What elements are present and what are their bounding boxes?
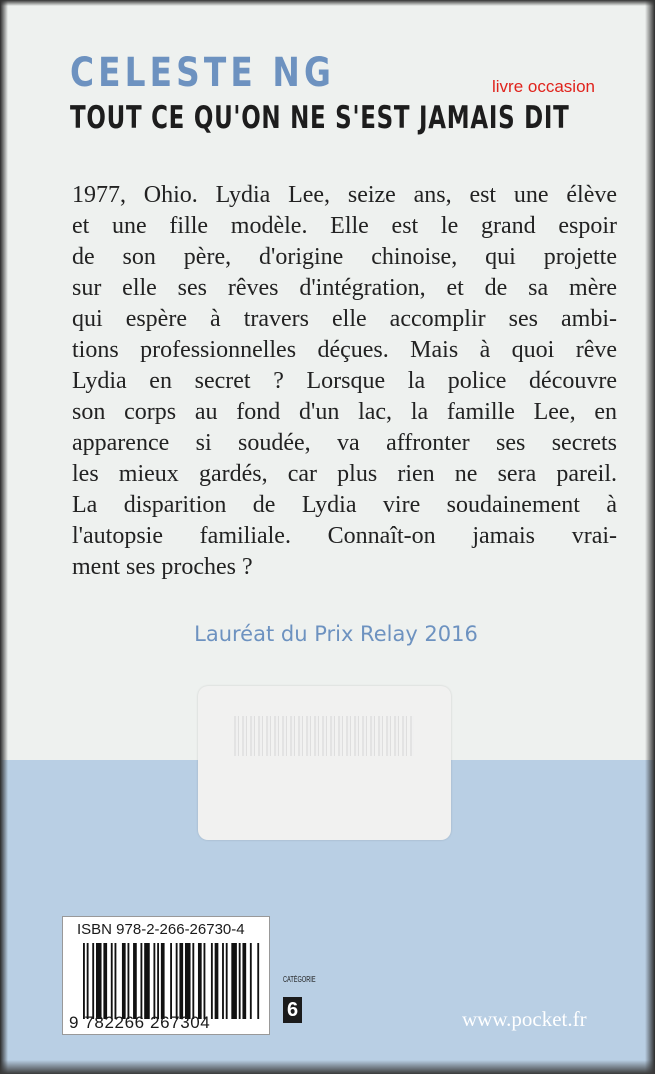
barcode-bar: [87, 943, 89, 1019]
barcode-bar: [204, 943, 206, 1019]
photo-edge-bottom: [0, 1060, 655, 1074]
sticker-barcode-residue: [234, 716, 414, 756]
price-sticker-residue: [198, 686, 451, 840]
watermark-label: livre occasion: [492, 77, 595, 96]
barcode-bar: [161, 943, 165, 1019]
photo-edge-top: [0, 0, 655, 6]
barcode-bar: [133, 943, 137, 1019]
synopsis-line: de son père, d'origine chinoise, qui projette: [72, 244, 617, 270]
barcode-bar: [222, 943, 224, 1019]
barcode-bar: [176, 943, 178, 1019]
barcode-bar: [226, 943, 228, 1019]
synopsis-line: apparence si soudée, va affronter ses secrets: [72, 430, 617, 456]
barcode-bar: [153, 943, 155, 1019]
barcode-bar: [111, 943, 113, 1019]
barcode-bar: [92, 943, 94, 1019]
barcode-bar: [250, 943, 252, 1019]
category-label: CATÉGORIE: [283, 975, 316, 984]
barcode-bar: [179, 943, 183, 1019]
publisher-website: www.pocket.fr: [462, 1007, 587, 1031]
barcode-bar: [83, 943, 85, 1019]
barcode-bar: [192, 943, 194, 1019]
barcode-bar: [115, 943, 117, 1019]
synopsis-line: l'autopsie familiale. Connaît-on jamais vrai-: [72, 523, 617, 549]
barcode-bar: [231, 943, 237, 1019]
barcode-bar: [198, 943, 202, 1019]
synopsis-line: ment ses proches ?: [72, 554, 253, 580]
barcode-image: [83, 943, 261, 1019]
award-line: Lauréat du Prix Relay 2016: [194, 622, 478, 646]
synopsis-line: les mieux gardés, car plus rien ne sera pareil.: [72, 461, 617, 487]
isbn-label: ISBN 978-2-266-26730-4: [77, 921, 245, 938]
barcode-bar: [239, 943, 241, 1019]
synopsis-line: La disparition de Lydia vire soudainement à: [72, 492, 617, 518]
barcode-bar: [103, 943, 107, 1019]
book-title: TOUT CE QU'ON NE S'EST JAMAIS DIT: [70, 100, 570, 136]
barcode-bar: [257, 943, 259, 1019]
barcode-bar: [185, 943, 191, 1019]
barcode-bar: [215, 943, 219, 1019]
barcode-bar: [170, 943, 172, 1019]
barcode-bar: [96, 943, 102, 1019]
synopsis-line: sur elle ses rêves d'intégration, et de sa mère: [72, 275, 617, 301]
category-number: 6: [283, 997, 302, 1023]
barcode-bar: [144, 943, 150, 1019]
category-badge: [283, 975, 316, 1031]
synopsis-line: 1977, Ohio. Lydia Lee, seize ans, est une élève: [72, 182, 617, 208]
barcode-bar: [128, 943, 130, 1019]
barcode-bar: [157, 943, 159, 1019]
photo-edge-left: [0, 0, 8, 1074]
isbn-barcode-block: [62, 916, 270, 1035]
photo-edge-right: [645, 0, 655, 1074]
synopsis-line: et une fille modèle. Elle est le grand espoir: [72, 213, 617, 239]
synopsis-line: tions professionnelles déçues. Mais à quoi rêve: [72, 337, 617, 363]
barcode-bar: [140, 943, 142, 1019]
synopsis-line: son corps au fond d'un lac, la famille Lee, en: [72, 399, 617, 425]
barcode-digits: 9 782266 267304: [69, 1013, 211, 1032]
barcode-bar: [122, 943, 126, 1019]
barcode-bar: [242, 943, 246, 1019]
synopsis-line: qui espère à travers elle accomplir ses ambi-: [72, 306, 617, 332]
barcode-bar: [211, 943, 213, 1019]
synopsis-line: Lydia en secret ? Lorsque la police découvre: [72, 368, 617, 394]
synopsis-text: [72, 180, 617, 583]
author-name: CELESTE NG: [70, 50, 335, 96]
